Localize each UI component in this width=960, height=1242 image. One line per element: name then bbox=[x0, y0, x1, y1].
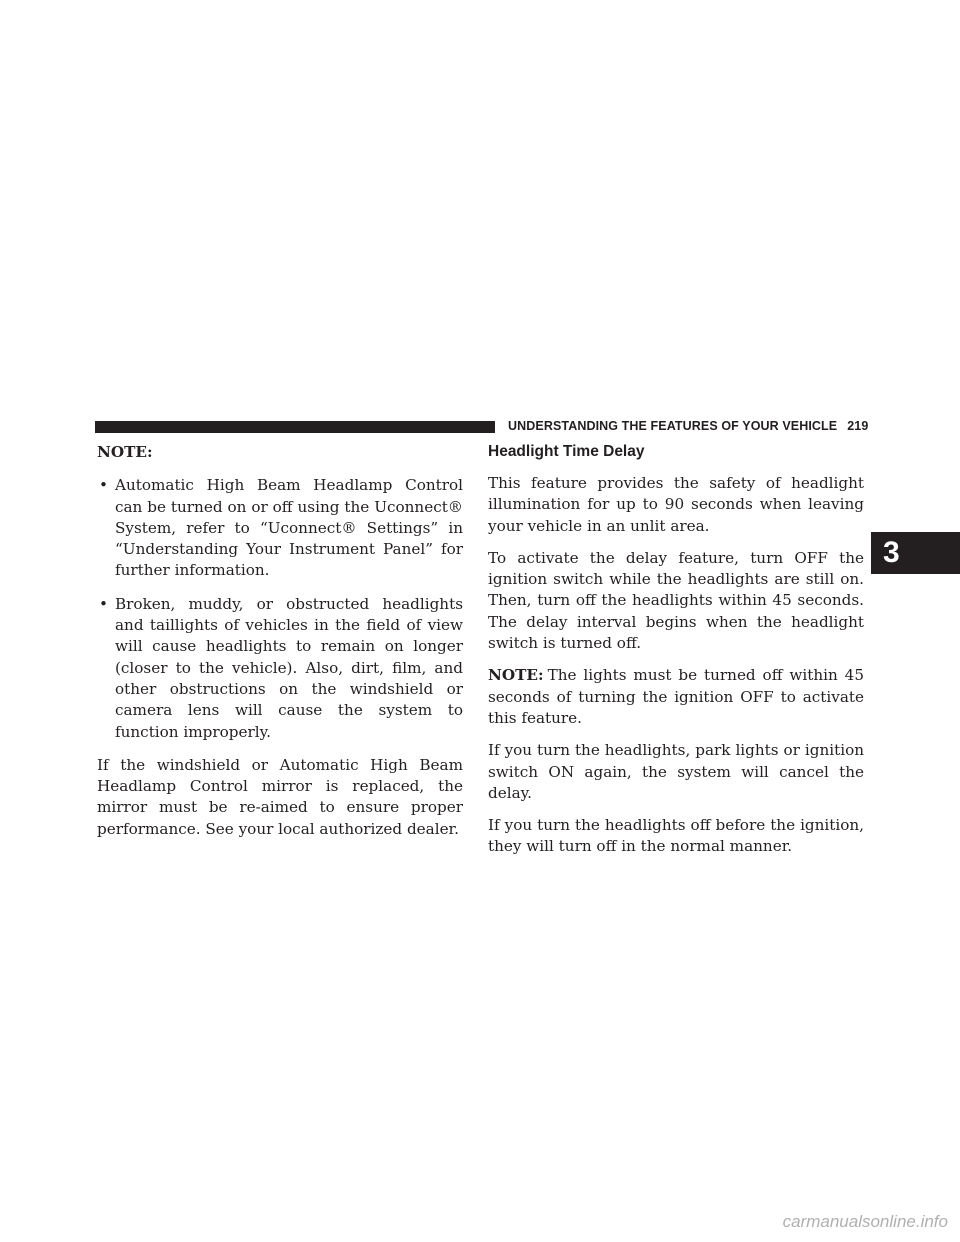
bullet-icon: • bbox=[99, 594, 108, 613]
list-item bbox=[97, 475, 463, 581]
bullet-icon: • bbox=[99, 476, 108, 495]
paragraph: This feature provides the safety of headlight illumination for up to 90 seconds when leaving your vehicle in an unlit area. bbox=[488, 474, 864, 535]
right-column bbox=[488, 442, 864, 869]
note-text: The lights must be turned off within 45 seconds of turning the ignition OFF to activate this feature. bbox=[488, 666, 864, 727]
page-number: 219 bbox=[847, 419, 869, 433]
header-rule bbox=[95, 421, 495, 433]
chapter-tab: 3 bbox=[871, 532, 960, 574]
note-paragraph bbox=[488, 665, 864, 729]
bullet-text: Automatic High Beam Headlamp Control can be turned on or off using the Uconnect® System, refer to “Uconnect® Settings” in “Understanding Your Instrument Panel” for further information. bbox=[115, 476, 463, 580]
paragraph: If you turn the headlights off before the ignition, they will turn off in the normal manner. bbox=[488, 816, 864, 856]
note-bullet-list bbox=[97, 475, 463, 743]
section-title: UNDERSTANDING THE FEATURES OF YOUR VEHICLE bbox=[508, 419, 838, 433]
left-column bbox=[97, 442, 463, 851]
note-label: NOTE: bbox=[488, 666, 544, 685]
paragraph: If you turn the headlights, park lights or ignition switch ON again, the system will cancel the delay. bbox=[488, 741, 864, 802]
section-heading: Headlight Time Delay bbox=[488, 443, 645, 460]
bullet-text: Broken, muddy, or obstructed headlights and taillights of vehicles in the field of view will cause headlights to remain on longer (closer to the vehicle). Also, dirt, film, and other obstructions on the windshield or camera lens will cause the system to function improperly. bbox=[115, 594, 463, 741]
watermark: carmanualsonline.info bbox=[782, 1212, 948, 1231]
list-item bbox=[97, 594, 463, 743]
paragraph: To activate the delay feature, turn OFF the ignition switch while the headlights are still on. Then, turn off the headlights within 45 seconds. The delay interval begins when the headlight switch is turned off. bbox=[488, 548, 864, 653]
note-label: NOTE: bbox=[97, 443, 153, 461]
mirror-paragraph: If the windshield or Automatic High Beam Headlamp Control mirror is replaced, the mirror must be re-aimed to ensure proper performance. See your local authorized dealer. bbox=[97, 755, 463, 838]
running-header bbox=[508, 419, 869, 433]
